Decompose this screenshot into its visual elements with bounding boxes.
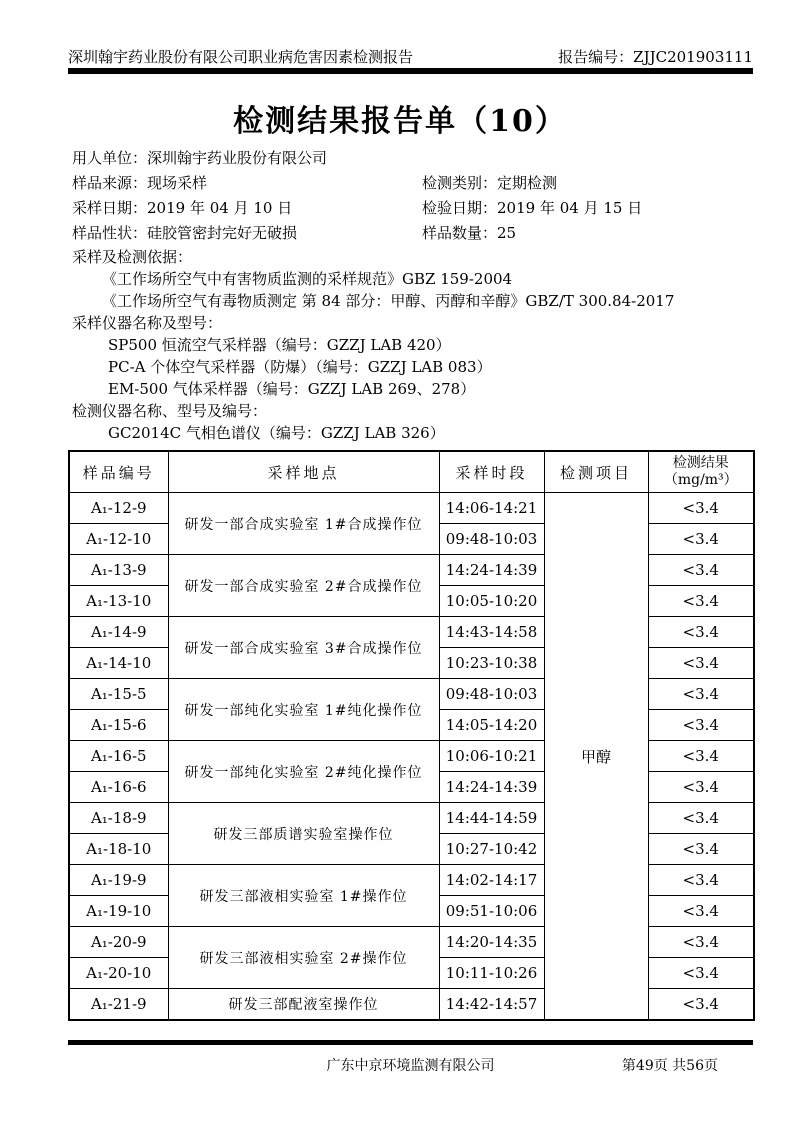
cell-sample-id: A₁-21-9 [69,989,168,1021]
cell-test-result: <3.4 [648,679,754,710]
cell-sample-id: A₁-16-5 [69,741,168,772]
field-label: 检验日期： [422,199,498,217]
table-row [69,989,754,1021]
cell-test-result: <3.4 [648,958,754,989]
cell-sampling-time: 14:43-14:58 [439,617,544,648]
sampler-heading: 采样仪器名称及型号： [72,314,223,332]
table-row [69,493,754,524]
cell-test-result: <3.4 [648,741,754,772]
cell-test-result: <3.4 [648,772,754,803]
cell-sampling-time: 14:06-14:21 [439,493,544,524]
table-row [69,555,754,586]
cell-sampling-time: 10:27-10:42 [439,834,544,865]
results-table-head [69,451,754,493]
column-header-1: 采样地点 [168,451,439,493]
cell-sample-id: A₁-12-9 [69,493,168,524]
cell-sample-id: A₁-18-10 [69,834,168,865]
sampler-item: SP500 恒流空气采样器（编号：GZZJ LAB 420） [108,336,451,354]
cell-sampling-time: 14:24-14:39 [439,772,544,803]
cell-sampling-location: 研发三部配液室操作位 [168,989,439,1021]
footer-page-number: 第49页 共56页 [621,1058,718,1074]
cell-sampling-time: 10:23-10:38 [439,648,544,679]
field-value: 2019 年 04 月 10 日 [147,199,293,217]
table-row [69,865,754,896]
field-value: 2019 年 04 月 15 日 [497,199,643,217]
cell-test-result: <3.4 [648,617,754,648]
cell-test-result: <3.4 [648,927,754,958]
table-row [69,927,754,958]
cell-sampling-time: 10:11-10:26 [439,958,544,989]
result-header-line2: （mg/m³） [663,472,738,488]
cell-test-result: <3.4 [648,896,754,927]
cell-sample-id: A₁-15-6 [69,710,168,741]
table-row [69,803,754,834]
sampler-item: EM-500 气体采样器（编号：GZZJ LAB 269、278） [108,380,476,398]
table-row [69,679,754,710]
cell-sampling-time: 10:06-10:21 [439,741,544,772]
info-line-source-category [72,171,753,196]
cell-sampling-location: 研发一部合成实验室 2#合成操作位 [168,555,439,617]
footer-company: 广东中京环境监测有限公司 [326,1058,495,1074]
cell-sample-id: A₁-19-10 [69,896,168,927]
document-footer [68,1055,753,1077]
field-value: 定期检测 [497,174,558,192]
field-label: 采样日期： [72,199,148,217]
cell-sampling-location: 研发一部纯化实验室 2#纯化操作位 [168,741,439,803]
cell-sample-id: A₁-16-6 [69,772,168,803]
basis-item: 《工作场所空气中有害物质监测的采样规范》GBZ 159-2004 [102,270,513,288]
field-label: 样品来源： [72,174,148,192]
cell-test-result: <3.4 [648,803,754,834]
header-company-title: 深圳翰宇药业股份有限公司职业病危害因素检测报告 [68,48,414,66]
cell-test-result: <3.4 [648,586,754,617]
cell-sampling-time: 14:42-14:57 [439,989,544,1021]
results-table [68,450,755,1021]
table-row [69,617,754,648]
document-header [68,46,753,67]
page-title: 检测结果报告单（10） [233,104,567,139]
cell-sampling-location: 研发三部质谱实验室操作位 [168,803,439,865]
cell-sample-id: A₁-20-10 [69,958,168,989]
analyzer-item: GC2014C 气相色谱仪（编号：GZZJ LAB 326） [108,424,445,442]
sampler-item: PC-A 个体空气采样器（防爆）（编号：GZZJ LAB 083） [108,358,492,376]
field-value: 25 [497,224,517,242]
table-row [69,741,754,772]
cell-sample-id: A₁-12-10 [69,524,168,555]
footer-rule [68,1040,753,1045]
field-label: 用人单位： [72,149,148,167]
cell-sampling-time: 09:48-10:03 [439,524,544,555]
cell-sampling-time: 14:20-14:35 [439,927,544,958]
cell-test-result: <3.4 [648,710,754,741]
cell-test-result: <3.4 [648,865,754,896]
info-line-employer [72,146,753,171]
cell-sample-id: A₁-19-9 [69,865,168,896]
info-line-condition-quantity [72,221,753,246]
column-header-0: 样品编号 [69,451,168,493]
basis-item: 《工作场所空气有毒物质测定 第 84 部分：甲醇、丙醇和辛醇》GBZ/T 300.84-2017 [102,292,675,310]
cell-sampling-location: 研发一部合成实验室 3#合成操作位 [168,617,439,679]
result-header-line1: 检测结果 [672,455,729,471]
cell-sample-id: A₁-14-10 [69,648,168,679]
cell-sampling-location: 研发三部液相实验室 2#操作位 [168,927,439,989]
cell-sampling-time: 10:05-10:20 [439,586,544,617]
field-value: 深圳翰宇药业股份有限公司 [147,149,328,167]
cell-test-result: <3.4 [648,648,754,679]
cell-test-result: <3.4 [648,524,754,555]
field-value: 现场采样 [147,174,208,192]
cell-test-result: <3.4 [648,493,754,524]
header-rule [68,68,753,74]
cell-sample-id: A₁-20-9 [69,927,168,958]
cell-sampling-time: 14:05-14:20 [439,710,544,741]
cell-sampling-location: 研发一部合成实验室 1#合成操作位 [168,493,439,555]
cell-sample-id: A₁-14-9 [69,617,168,648]
info-section [72,146,753,444]
cell-test-result: <3.4 [648,555,754,586]
cell-sampling-time: 09:48-10:03 [439,679,544,710]
cell-sampling-time: 14:44-14:59 [439,803,544,834]
analyzer-heading: 检测仪器名称、型号及编号： [72,402,268,420]
field-value: 硅胶管密封完好无破损 [147,224,298,242]
header-report-number: 报告编号：ZJJC201903111 [558,48,753,66]
cell-sampling-time: 14:24-14:39 [439,555,544,586]
cell-sample-id: A₁-18-9 [69,803,168,834]
cell-sample-id: A₁-13-9 [69,555,168,586]
cell-sampling-location: 研发一部纯化实验室 1#纯化操作位 [168,679,439,741]
info-line-dates [72,196,753,221]
cell-test-result: <3.4 [648,834,754,865]
results-table-body [69,493,754,1021]
column-header-2: 采样时段 [439,451,544,493]
cell-test-item: 甲醇 [544,493,648,1021]
field-label: 样品数量： [422,224,498,242]
cell-sampling-time: 14:02-14:17 [439,865,544,896]
cell-sample-id: A₁-15-5 [69,679,168,710]
field-label: 检测类别： [422,174,498,192]
field-label: 样品性状： [72,224,148,242]
cell-sampling-location: 研发三部液相实验室 1#操作位 [168,865,439,927]
cell-test-result: <3.4 [648,989,754,1021]
column-header-3: 检测项目 [544,451,648,493]
column-header-result [648,451,754,493]
cell-sample-id: A₁-13-10 [69,586,168,617]
cell-sampling-time: 09:51-10:06 [439,896,544,927]
basis-heading: 采样及检测依据： [72,248,193,266]
